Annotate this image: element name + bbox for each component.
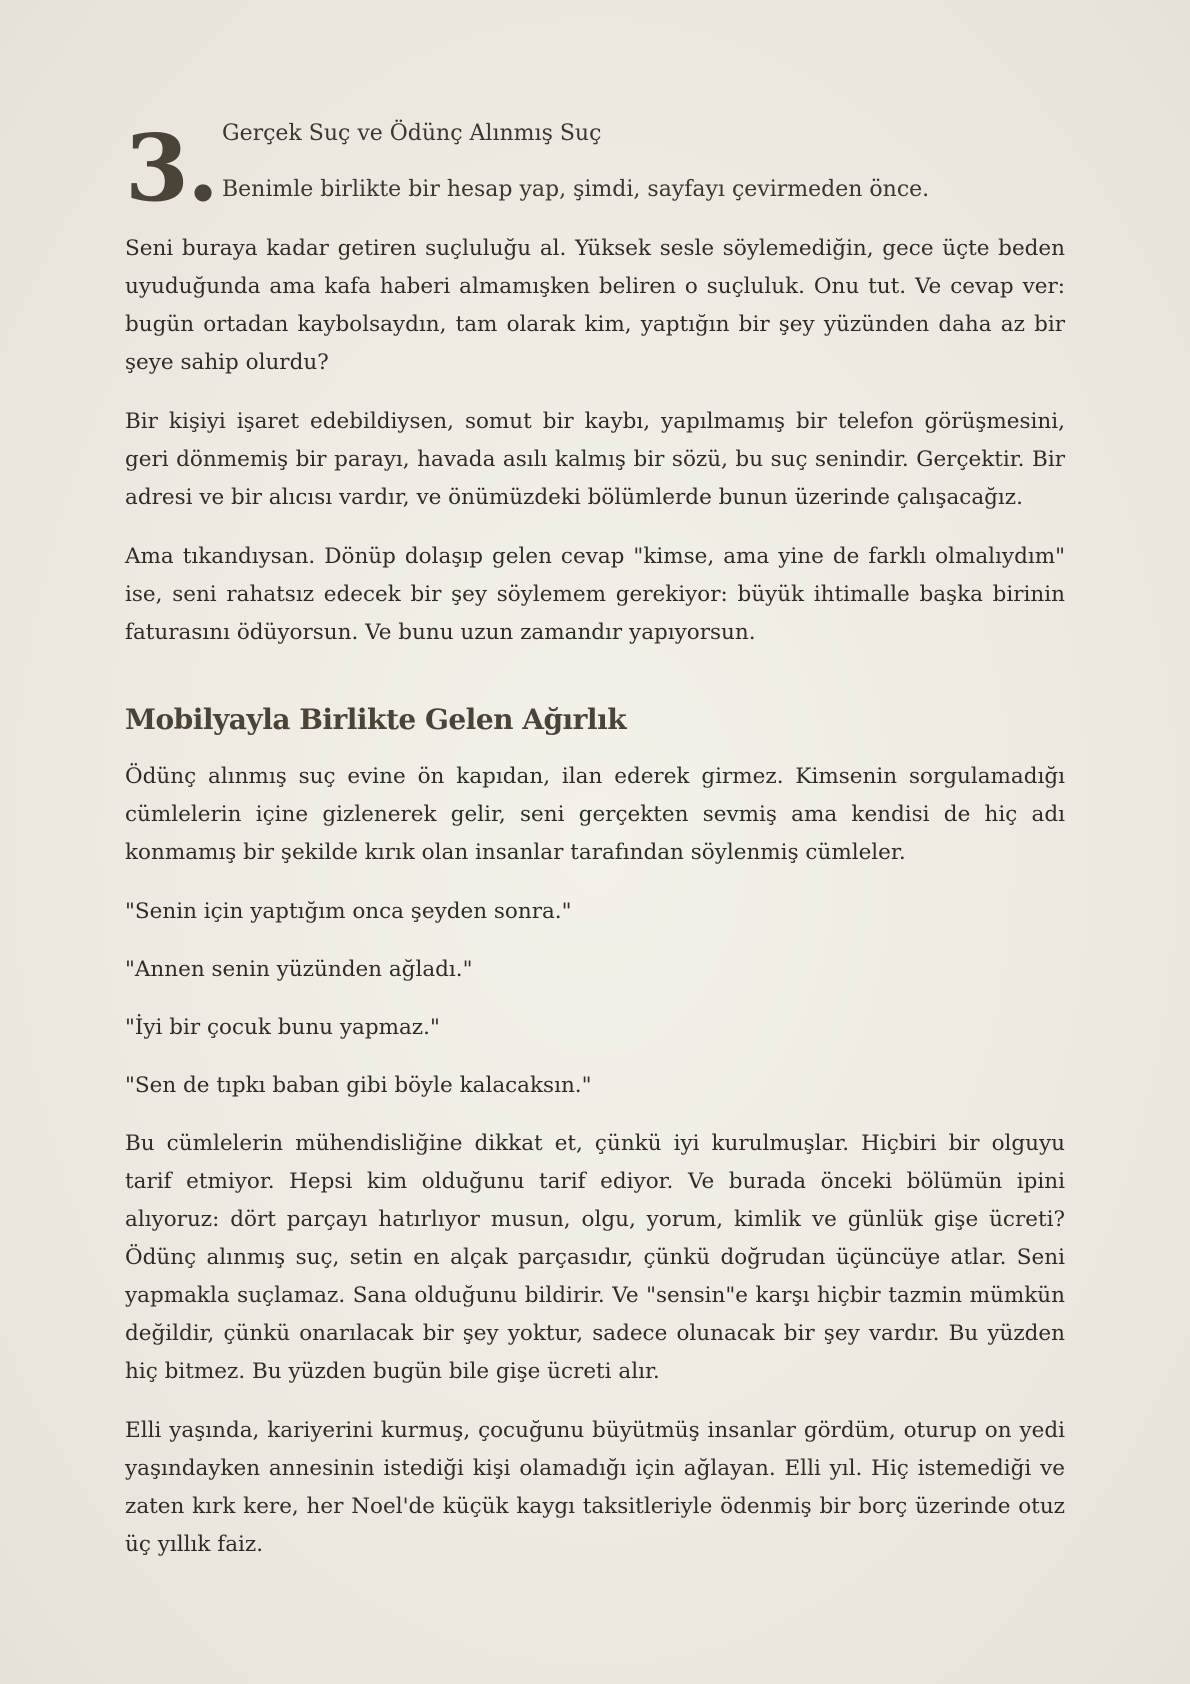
- chapter-body: [125, 230, 1065, 1564]
- paragraph: Bir kişiyi işaret edebildiysen, somut bir kaybı, yapılmamış bir telefon görüşmesini, geri dönmemiş bir parayı, havada asılı kalmış bir sözü, bu suç senindir. Gerçektir. Bir adresi ve bir alıcısı vardır, ve önümüzdeki bölümlerde bunun üzerinde çalışacağız.: [125, 409, 1065, 510]
- paragraph: Elli yaşında, kariyerini kurmuş, çocuğunu büyütmüş insanlar gördüm, oturup on yedi yaşındayken annesinin istediği kişi olamadığı için ağlayan. Elli yıl. Hiç istemediği ve zaten kırk kere, her Noel'de küçük kaygı taksitleriyle ödenmiş bir borç üzerinde otuz üç yıllık faiz.: [125, 1418, 1065, 1557]
- paragraph: Seni buraya kadar getiren suçluluğu al. Yüksek sesle söylemediğin, gece üçte beden uyuduğunda ama kafa haberi almamışken beliren o suçluluk. Onu tut. Ve cevap ver: bugün ortadan kaybolsaydın, tam olarak kim, yaptığın bir şey yüzünden daha az bir şeye sahip olurdu?: [125, 236, 1065, 375]
- paragraph: Ama tıkandıysan. Dönüp dolaşıp gelen cevap "kimse, ama yine de farklı olmalıydım" ise, seni rahatsız edecek bir şey söylemem gerekiyor: büyük ihtimalle başka birinin faturasını ödüyorsun. Ve bunu uzun zamandır yapıyorsun.: [125, 544, 1065, 645]
- quote-line: "Senin için yaptığım onca şeyden sonra.": [125, 899, 572, 924]
- chapter-lead: Benimle birlikte bir hesap yap, şimdi, sayfayı çevirmeden önce.: [222, 177, 930, 202]
- chapter-title: Gerçek Suç ve Ödünç Alınmış Suç: [222, 121, 602, 146]
- quote-line: "Sen de tıpkı baban gibi böyle kalacaksın.": [125, 1073, 592, 1098]
- paragraph: Ödünç alınmış suç evine ön kapıdan, ilan ederek girmez. Kimsenin sorgulamadığı cümlelerin içine gizlenerek gelir, seni gerçekten sevmiş ama kendisi de hiç adı konmamış bir şekilde kırık olan insanlar tarafından söylenmiş cümleler.: [125, 764, 1065, 865]
- quote-line: "Annen senin yüzünden ağladı.": [125, 957, 473, 982]
- paragraph: Bu cümlelerin mühendisliğine dikkat et, çünkü iyi kurulmuşlar. Hiçbiri bir olguyu tarif etmiyor. Hepsi kim olduğunu tarif ediyor. Ve burada önceki bölümün ipini alıyoruz: dört parçayı hatırlıyor musun, olgu, yorum, kimlik ve günlük gişe ücreti? Ödünç alınmış suç, setin en alçak parçasıdır, çünkü doğrudan üçüncüye atlar. Seni yapmakla suçlamaz. Sana olduğunu bildirir. Ve "sensin"e karşı hiçbir tazmin mümkün değildir, çünkü onarılacak bir şey yoktur, sadece olunacak bir şey vardır. Bu yüzden hiç bitmez. Bu yüzden bugün bile gişe ücreti alır.: [125, 1131, 1065, 1384]
- chapter-number: 3.: [125, 114, 218, 222]
- chapter-header: [125, 0, 1065, 230]
- quote-line: "İyi bir çocuk bunu yapmaz.": [125, 1015, 440, 1040]
- section-heading: Mobilyayla Birlikte Gelen Ağırlık: [125, 703, 627, 736]
